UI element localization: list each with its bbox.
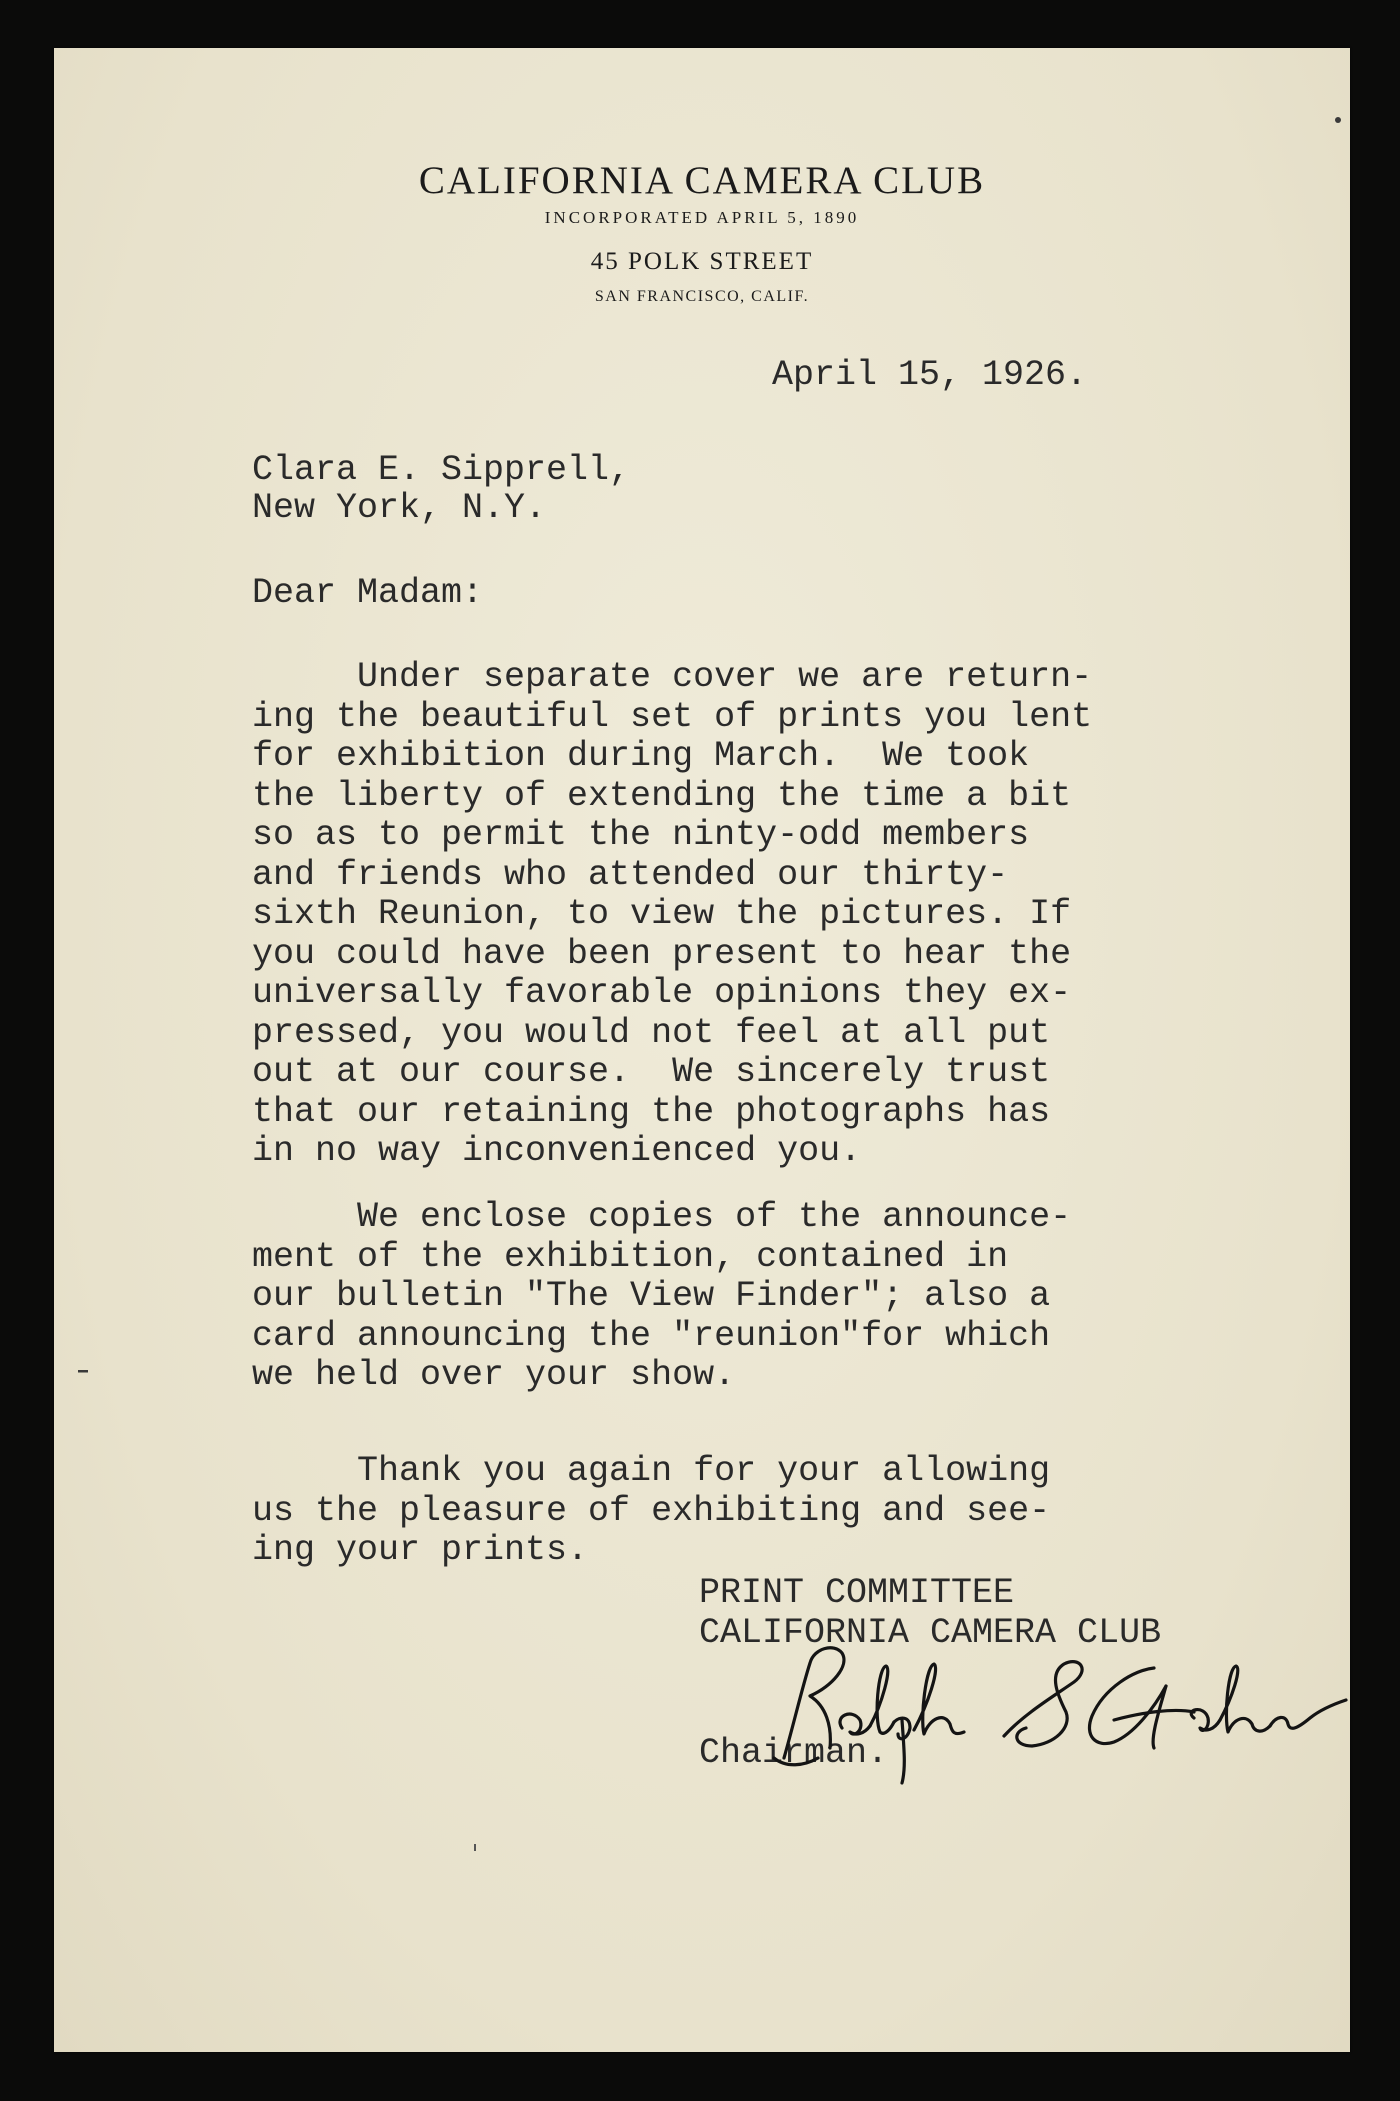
signature-club: CALIFORNIA CAMERA CLUB [699,1613,1162,1653]
letterhead-incorporated: INCORPORATED APRIL 5, 1890 [544,208,860,227]
body-paragraph-2: We enclose copies of the announce- ment of the exhibition, contained in our bulletin "The View Finder"; also a card announcing the "reunion"for which we held over your show. [252,1197,1072,1395]
body-paragraph-3: Thank you again for your allowing us the pleasure of exhibiting and see- ing your prints. [252,1451,1051,1570]
signature-title: Chairman. [699,1733,889,1773]
paper-specks [54,48,1350,2052]
letterhead-city: SAN FRANCISCO, CALIF. [594,288,810,305]
letterhead-street: 45 POLK STREET [590,248,814,275]
recipient-location: New York, N.Y. [252,488,547,528]
recipient-name: Clara E. Sipprell, [252,450,631,490]
letter-page [54,48,1350,2052]
letter-date: April 15, 1926. [772,355,1088,395]
body-paragraph-1: Under separate cover we are return- ing the beautiful set of prints you lent for exhibition during March. We took the liberty of extending the time a bit so as to permit the ninty-odd members and friends who attended our thirty- sixth Reunion, to view the pictures. If you could have been present to hear the universally favorable opinions they ex- pressed, you would not feel at all put out at our course. We sincerely trust that our retaining the photographs has in no way inconvenienced you. [252,657,1093,1171]
salutation: Dear Madam: [252,573,484,613]
signature-committee: PRINT COMMITTEE [699,1573,1015,1613]
letterhead-club-name: CALIFORNIA CAMERA CLUB [418,159,986,202]
